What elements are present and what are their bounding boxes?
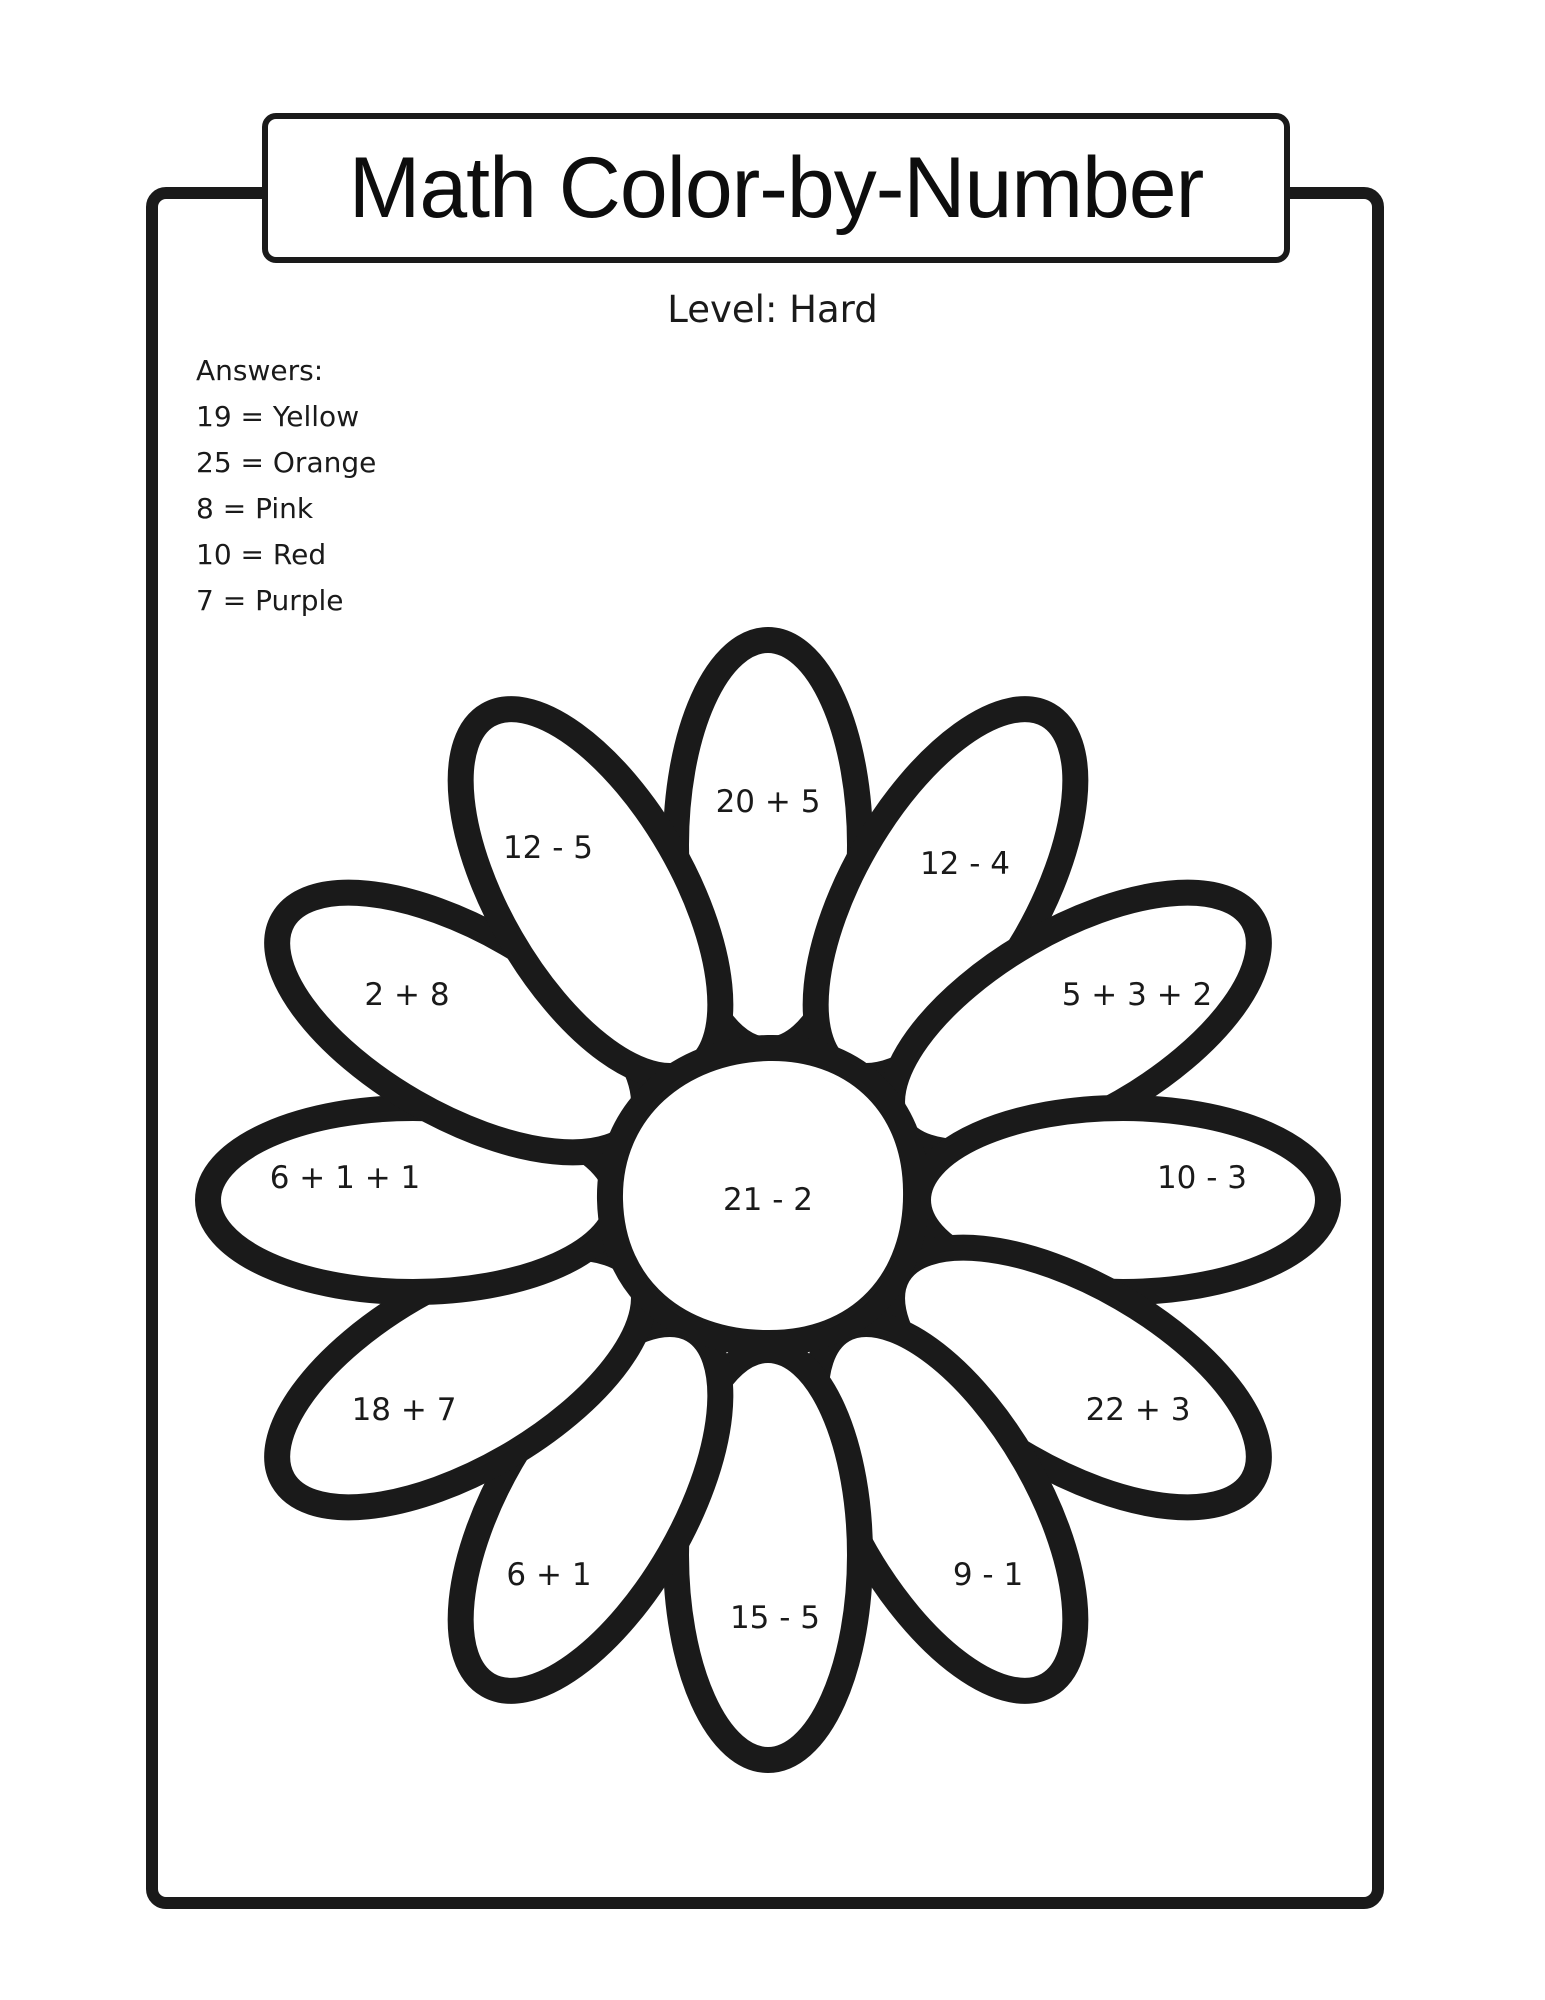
level-label: Level: Hard bbox=[667, 288, 878, 331]
petal-equation: 5 + 3 + 2 bbox=[1061, 977, 1213, 1013]
petal-equation: 18 + 7 bbox=[351, 1392, 457, 1428]
page-title: Math Color-by-Number bbox=[348, 139, 1204, 236]
petal-equation: 12 - 5 bbox=[502, 830, 594, 866]
answer-key-item: 8 = Pink bbox=[196, 492, 314, 525]
petal-equation: 15 - 5 bbox=[729, 1600, 821, 1636]
petal-equation: 22 + 3 bbox=[1085, 1392, 1191, 1428]
answer-key-item: 10 = Red bbox=[196, 538, 327, 571]
answer-key-item: 19 = Yellow bbox=[196, 400, 360, 433]
petal-equation: 12 - 4 bbox=[919, 846, 1011, 882]
center-equation: 21 - 2 bbox=[722, 1182, 814, 1218]
answer-key-item: 25 = Orange bbox=[196, 446, 377, 479]
petal-equation: 9 - 1 bbox=[952, 1557, 1024, 1593]
petal-equation: 10 - 3 bbox=[1156, 1160, 1248, 1196]
answer-key-heading: Answers: bbox=[196, 354, 324, 387]
petal-equation: 6 + 1 bbox=[506, 1557, 592, 1593]
petal-equation: 20 + 5 bbox=[715, 784, 821, 820]
petal-equation: 6 + 1 + 1 bbox=[269, 1160, 421, 1196]
title-box bbox=[262, 113, 1290, 263]
petal-equation: 2 + 8 bbox=[364, 977, 450, 1013]
answer-key-item: 7 = Purple bbox=[196, 584, 344, 617]
